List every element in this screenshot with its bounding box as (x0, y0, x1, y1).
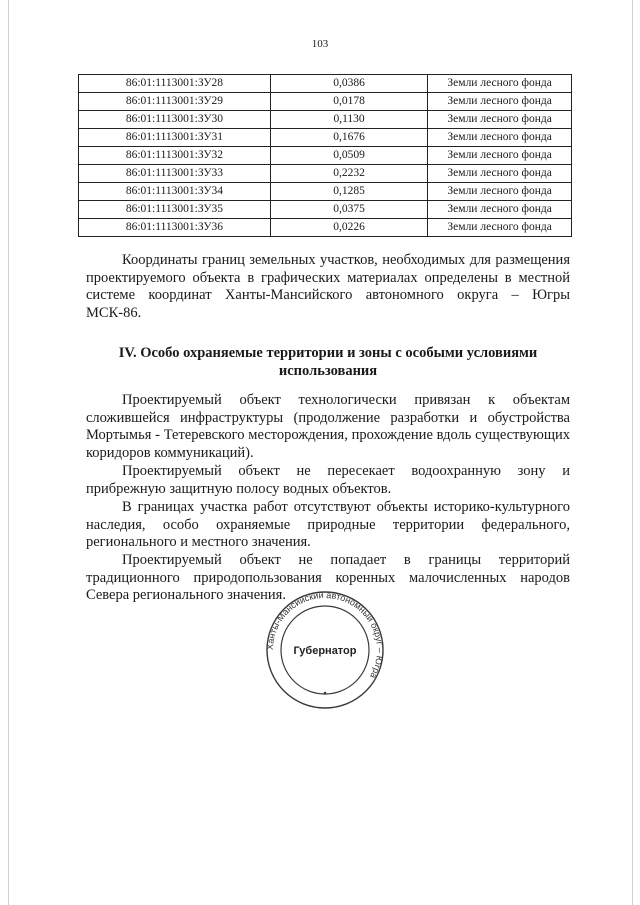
area-cell: 0,0226 (270, 219, 427, 237)
table-row (79, 111, 572, 129)
land-category-cell: Земли лесного фонда (428, 147, 572, 165)
table-row (79, 147, 572, 165)
land-category-cell: Земли лесного фонда (428, 165, 572, 183)
land-category-cell: Земли лесного фонда (428, 129, 572, 147)
cadastral-number-cell: 86:01:1113001:ЗУ31 (79, 129, 271, 147)
cadastral-number-cell: 86:01:1113001:ЗУ36 (79, 219, 271, 237)
table-row (79, 183, 572, 201)
cadastral-number-cell: 86:01:1113001:ЗУ34 (79, 183, 271, 201)
table-row (79, 93, 572, 111)
paragraph-heritage: В границах участка работ отсутствуют объекты историко-культурного наследия, особо охраняемые природные территории федерального, регионального и местного значения. (86, 499, 570, 550)
section-heading: IV. Особо охраняемые территории и зоны с особыми условиями использования (118, 345, 538, 379)
table-row (79, 165, 572, 183)
area-cell: 0,1130 (270, 111, 427, 129)
table-row (79, 201, 572, 219)
table-row (79, 75, 572, 93)
scan-edge-right (632, 0, 633, 905)
area-cell: 0,0509 (270, 147, 427, 165)
stamp-ring-text: Ханты-Мансийский автономный округ – Югра (264, 590, 386, 681)
area-cell: 0,0375 (270, 201, 427, 219)
area-cell: 0,0386 (270, 75, 427, 93)
governor-seal-stamp (255, 590, 395, 710)
land-category-cell: Земли лесного фонда (428, 201, 572, 219)
table-row (79, 129, 572, 147)
cadastral-number-cell: 86:01:1113001:ЗУ29 (79, 93, 271, 111)
land-category-cell: Земли лесного фонда (428, 93, 572, 111)
cadastral-number-cell: 86:01:1113001:ЗУ30 (79, 111, 271, 129)
area-cell: 0,2232 (270, 165, 427, 183)
parcels-table (78, 74, 572, 237)
paragraph-infrastructure: Проектируемый объект технологически привязан к объектам сложившейся инфраструктуры (продолжение разработки и обустройства Мортымья - Тетеревского месторождения, прохождение вдоль существующих коридоров коммуникаций). (86, 392, 570, 461)
cadastral-number-cell: 86:01:1113001:ЗУ28 (79, 75, 271, 93)
area-cell: 0,1676 (270, 129, 427, 147)
area-cell: 0,0178 (270, 93, 427, 111)
area-cell: 0,1285 (270, 183, 427, 201)
scan-edge-left (8, 0, 9, 905)
page-number: 103 (311, 38, 329, 50)
land-category-cell: Земли лесного фонда (428, 183, 572, 201)
cadastral-number-cell: 86:01:1113001:ЗУ35 (79, 201, 271, 219)
paragraph-water-zone: Проектируемый объект не пересекает водоохранную зону и прибрежную защитную полосу водных объектов. (86, 463, 570, 497)
paragraph-traditional-use: Проектируемый объект не попадает в границы территорий традиционного природопользования коренных малочисленных народов Севера регионального значения. (86, 552, 570, 603)
cadastral-number-cell: 86:01:1113001:ЗУ33 (79, 165, 271, 183)
cadastral-number-cell: 86:01:1113001:ЗУ32 (79, 147, 271, 165)
land-category-cell: Земли лесного фонда (428, 75, 572, 93)
land-category-cell: Земли лесного фонда (428, 219, 572, 237)
land-category-cell: Земли лесного фонда (428, 111, 572, 129)
table-row (79, 219, 572, 237)
stamp-center-text: Губернатор (293, 645, 357, 657)
coordinates-paragraph: Координаты границ земельных участков, необходимых для размещения проектируемого объекта в графических материалах определены в местной системе координат Ханты-Мансийского автономного округа – Югры МСК-86. (86, 252, 570, 321)
